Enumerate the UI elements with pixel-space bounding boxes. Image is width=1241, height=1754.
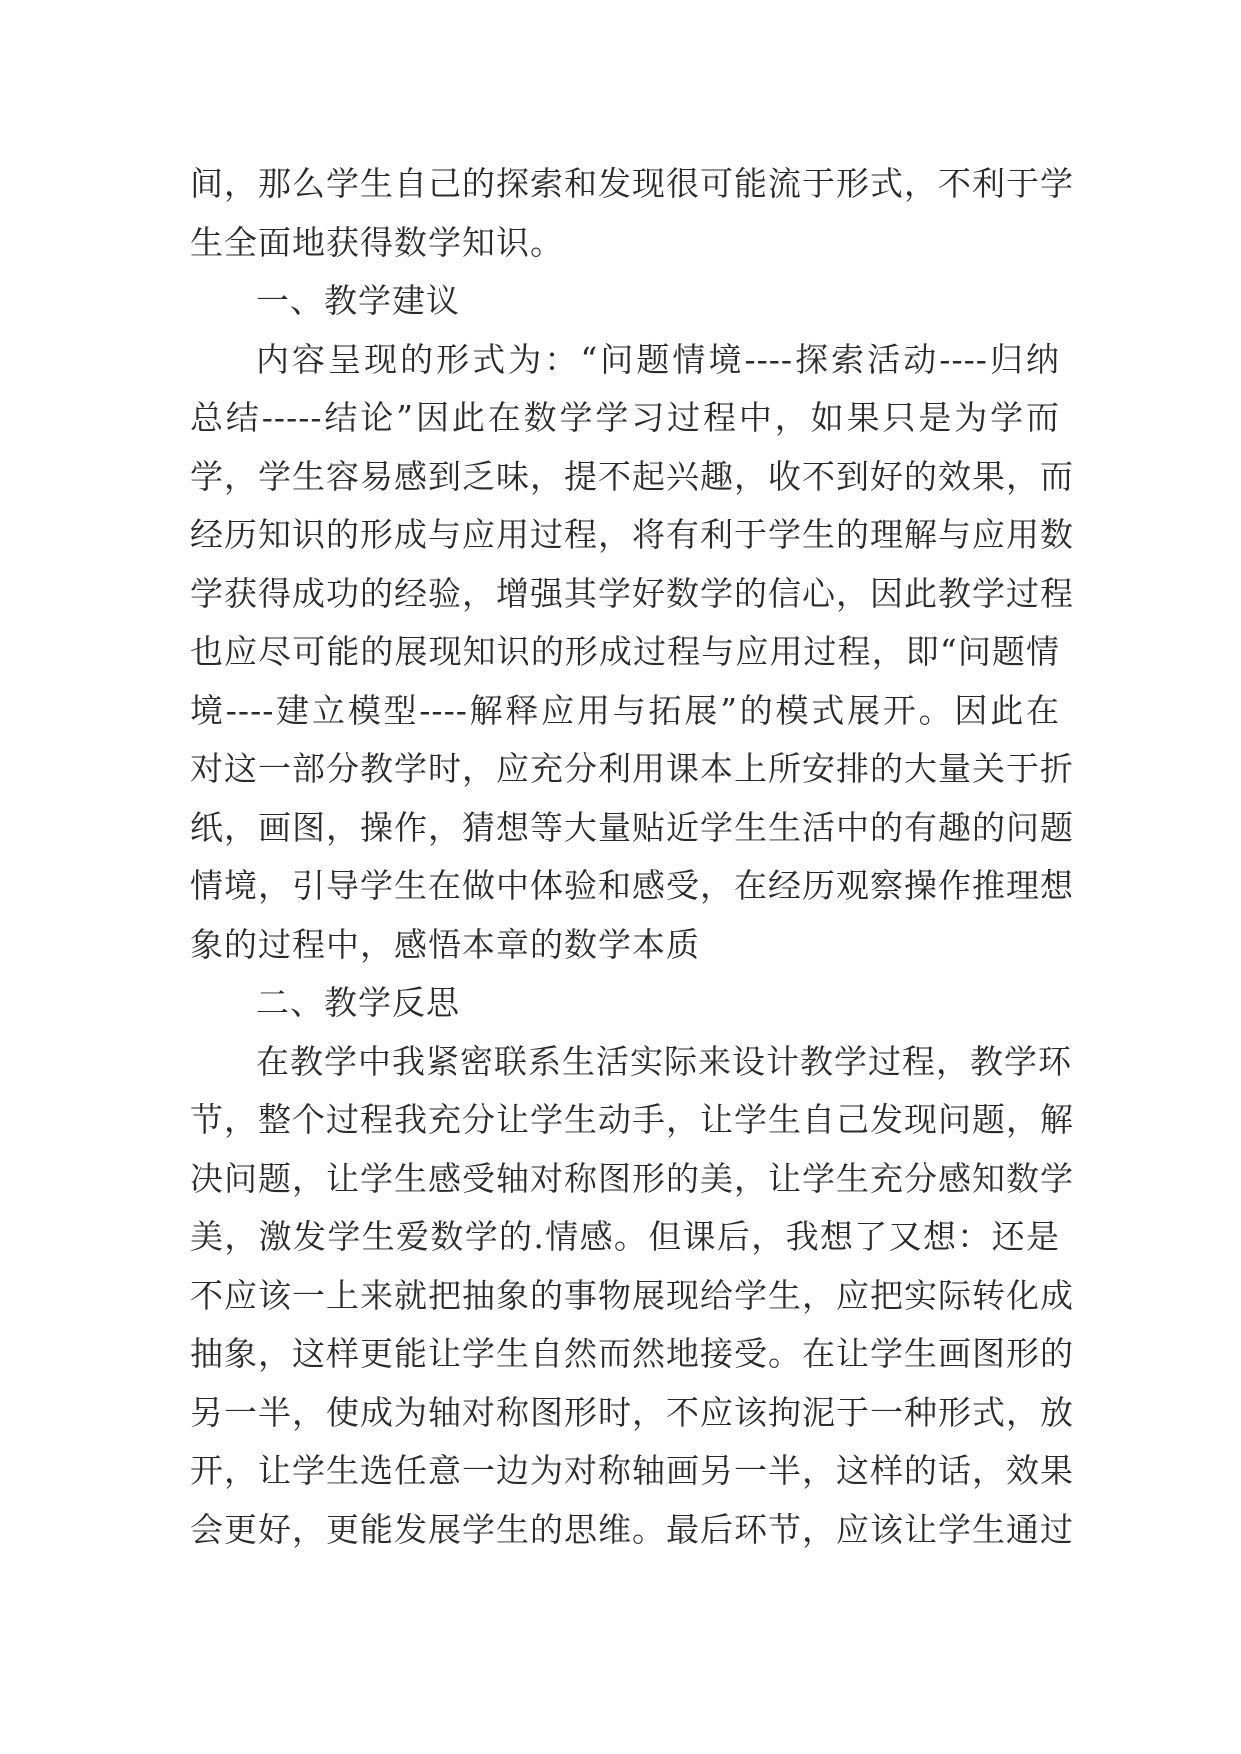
text-line-14: 象的过程中，感悟本章的数学本质: [190, 924, 700, 964]
text-line-10: 境----建立模型----解释应用与拓展”的模式展开。因此在: [190, 690, 1060, 730]
text-line-12: 纸，画图，操作，猜想等大量贴近学生生活中的有趣的问题: [190, 807, 1074, 847]
text-line-23: 开，让学生选任意一边为对称轴画另一半，这样的话，效果: [190, 1451, 1074, 1490]
text-line-6: 学，学生容易感到乏味，提不起兴趣，收不到好的效果，而: [190, 456, 1074, 496]
text-line-21: 抽象，这样更能让学生自然而然地接受。在让学生画图形的: [190, 1334, 1074, 1373]
text-line-20: 不应该一上来就把抽象的事物展现给学生，应把实际转化成: [190, 1275, 1074, 1315]
text-line-4: 内容呈现的形式为：“问题情境----探索活动----归纳: [256, 339, 1060, 379]
text-line-17: 节，整个过程我充分让学生动手，让学生自己发现问题，解: [190, 1100, 1074, 1139]
text-line-24: 会更好，更能发展学生的思维。最后环节，应该让学生通过: [190, 1509, 1074, 1549]
text-line-5: 总结-----结论”因此在数学学习过程中，如果只是为学而: [190, 398, 1060, 437]
text-line-11: 对这一部分教学时，应充分利用课本上所安排的大量关于折: [190, 749, 1074, 788]
section-heading-teaching-reflection: 二、教学反思: [256, 983, 460, 1022]
document-body: [190, 155, 1074, 1559]
text-line-19: 美，激发学生爱数学的.情感。但课后，我想了又想：还是: [190, 1217, 1060, 1256]
text-line-22: 另一半，使成为轴对称图形时，不应该拘泥于一种形式，放: [190, 1392, 1074, 1432]
text-line-7: 经历知识的形成与应用过程，将有利于学生的理解与应用数: [190, 515, 1074, 554]
text-line-16: 在教学中我紧密联系生活实际来设计教学过程，教学环: [256, 1041, 1072, 1081]
text-line-1: 间，那么学生自己的探索和发现很可能流于形式，不利于学: [190, 164, 1074, 203]
text-line-18: 决问题，让学生感受轴对称图形的美，让学生充分感知数学: [190, 1158, 1074, 1198]
section-heading-teaching-suggestions: 一、教学建议: [256, 281, 460, 320]
text-line-13: 情境，引导学生在做中体验和感受，在经历观察操作推理想: [190, 866, 1074, 905]
text-line-2: 生全面地获得数学知识。: [190, 222, 564, 262]
text-line-9: 也应尽可能的展现知识的形成过程与应用过程，即“问题情: [190, 632, 1060, 671]
text-line-8: 学获得成功的经验，增强其学好数学的信心，因此教学过程: [190, 573, 1074, 613]
